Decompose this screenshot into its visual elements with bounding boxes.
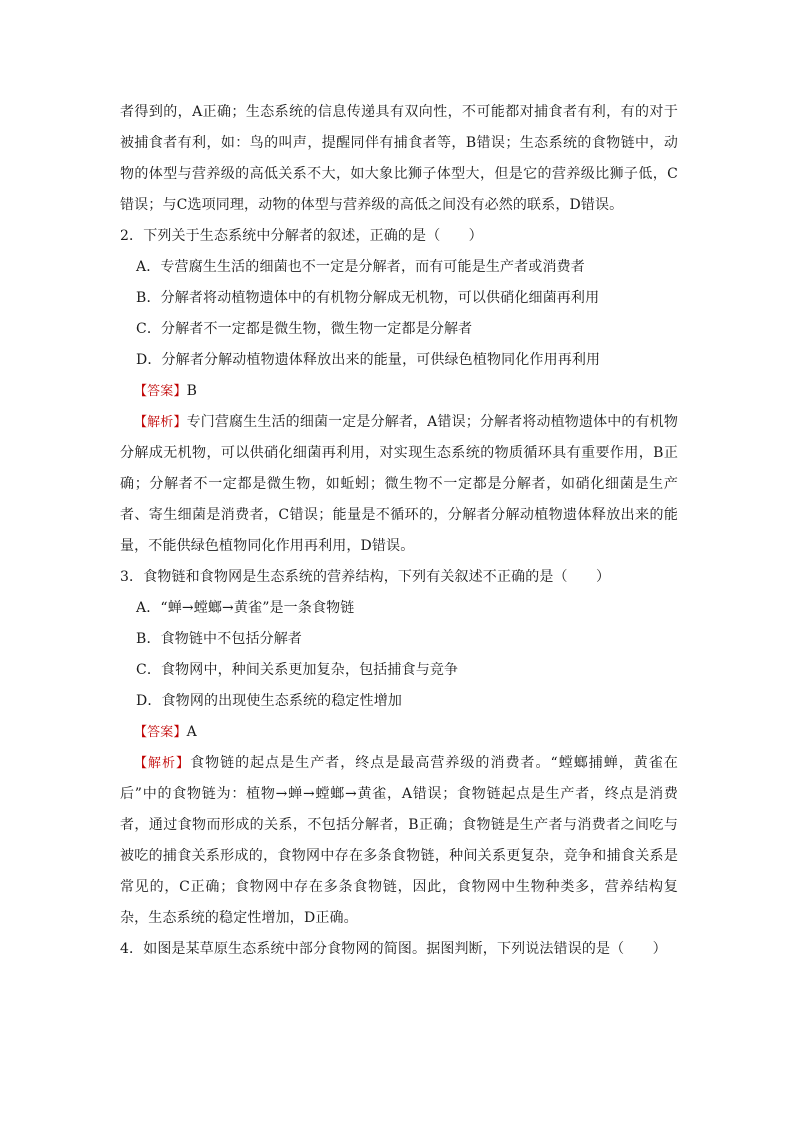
- question-2-option-a: A．专营腐生生活的细菌也不一定是分解者，而有可能是生产者或消费者: [136, 259, 585, 275]
- analysis-text: 食物链的起点是生产者，终点是最高营养级的消费者。“螳螂捕蝉，黄雀在后”中的食物链为：植物→蝉→螳螂→黄雀，A错误；食物链起点是生产者，终点是消费者，通过食物而形成的关系，不包括分解者，B正确；食物链是生产者与消费者之间吃与被吃的捕食关系形成的，食物网中存在多条食物链，种间关系更复杂，竞争和捕食关系是常见的，C正确；食物网中存在多条食物链，因此，食物网中生物种类多，营养结构复杂，生态系统的稳定性增加，D正确。: [120, 755, 678, 926]
- analysis-tag: 【解析】: [134, 415, 187, 430]
- question-3-analysis: [120, 748, 678, 934]
- analysis-text: 专门营腐生生活的细菌一定是分解者，A错误；分解者将动植物遗体中的有机物分解成无机物，可以供硝化细菌再利用，对实现生态系统的物质循环具有重要作用，B正确；分解者不一定都是微生物，如蚯蚓；微生物不一定都是分解者，如硝化细菌是生产者、寄生细菌是消费者，C错误；能量是不循环的，分解者分解动植物遗体释放出来的能量，不能供绿色植物同化作用再利用，D错误。: [120, 414, 678, 554]
- question-3-option-d: D．食物网的出现使生态系统的稳定性增加: [136, 693, 403, 709]
- question-2-option-d: D．分解者分解动植物遗体释放出来的能量，可供绿色植物同化作用再利用: [136, 352, 601, 368]
- answer-value: A: [186, 724, 197, 740]
- question-3-stem: 3．食物链和食物网是生态系统的营养结构，下列有关叙述不正确的是（ ）: [120, 569, 611, 585]
- question-3-option-b: B．食物链中不包括分解者: [136, 631, 303, 647]
- answer-value: B: [186, 383, 198, 399]
- answer-tag: 【答案】: [134, 725, 187, 740]
- question-2-analysis: [120, 407, 678, 562]
- question-3-option-a: A．“蝉→螳螂→黄雀”是一条食物链: [136, 600, 355, 616]
- question-2-stem: 2．下列关于生态系统中分解者的叙述，正确的是（ ）: [120, 228, 483, 244]
- analysis-tag: 【解析】: [134, 756, 191, 771]
- question-4-stem: 4．如图是某草原生态系统中部分食物网的简图。据图判断，下列说法错误的是（ ）: [120, 941, 667, 957]
- question-2-option-b: B．分解者将动植物遗体中的有机物分解成无机物，可以供硝化细菌再利用: [136, 290, 600, 306]
- answer-tag: 【答案】: [134, 384, 187, 399]
- question-2-answer: [120, 376, 678, 407]
- document-content: [120, 97, 678, 965]
- previous-analysis-text: 者得到的，A正确；生态系统的信息传递具有双向性，不可能都对捕食者有利，有的对于被捕食者有利，如：鸟的叫声，提醒同伴有捕食者等，B错误；生态系统的食物链中，动物的体型与营养级的高低关系不大，如大象比狮子体型大，但是它的营养级比狮子低，C错误；与C选项同理，动物的体型与营养级的高低之间没有必然的联系，D错误。: [120, 104, 678, 213]
- question-3-option-c: C．食物网中，种间关系更加复杂，包括捕食与竞争: [136, 662, 459, 678]
- question-3-answer: [120, 717, 678, 748]
- question-2-option-c: C．分解者不一定都是微生物，微生物一定都是分解者: [136, 321, 473, 337]
